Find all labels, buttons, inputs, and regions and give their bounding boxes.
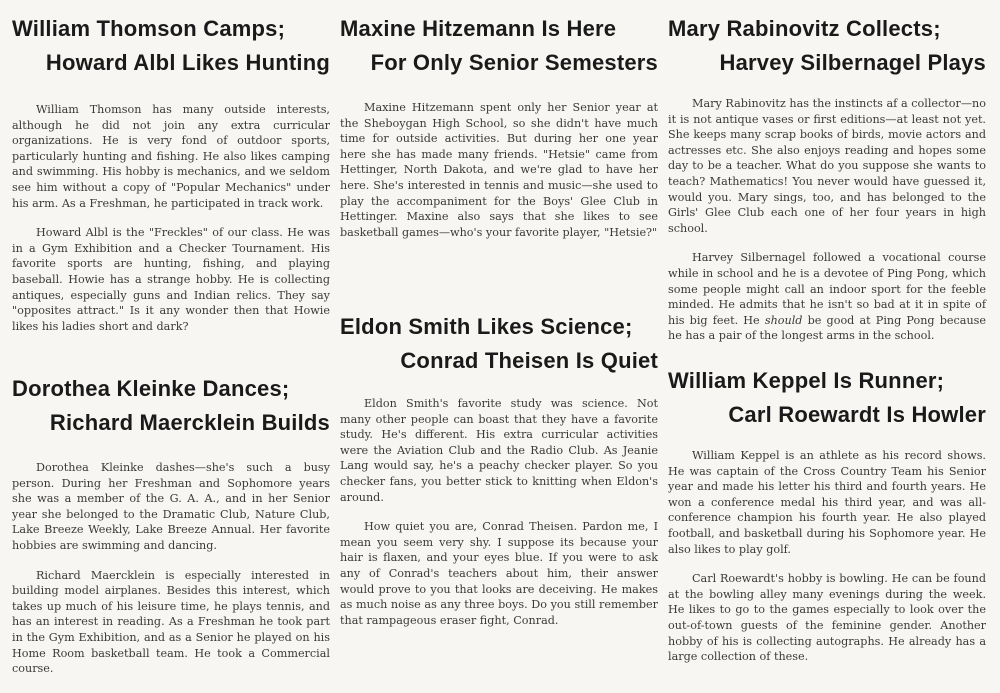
article-body (668, 96, 986, 344)
paragraph-roewardt: Carl Roewardt's hobby is bowling. He can be found at the bowling alley many evenings during the week. He likes to go to the games especially to look over the out-of-town guests of the feminine gender. Another hobby of his is collecting autographs. He already has a large collection of these. (668, 572, 986, 664)
paragraph-silbernagel: Harvey Silbernagel followed a vocational course while in school and he is a devotee of Ping Pong, which some people might call an indoor sport for the feeble minded. He admits that he isn't so bad at it in spite of his big feet. He should be good at Ping Pong because he has a pair of the longest arms in the school. (668, 251, 987, 343)
article-body (12, 102, 330, 334)
paragraph-theisen: How quiet you are, Conrad Theisen. Pardon me, I mean you seem very shy. I suppose its because your hair is flaxen, and your eyes blue. If you were to ask any of Conrad's teachers about him, their answer would prove to you that looks are deceiving. He makes as much noise as any three boys. Do you still remember that rampageous eraser fight, Conrad. (340, 520, 658, 627)
article-headline: Dorothea Kleinke Dances; Richard Maercklein Builds (12, 376, 330, 435)
article-thomson-albl (12, 14, 330, 348)
paragraph-keppel: William Keppel is an athlete as his record shows. He was captain of the Cross Country Team his Senior year and made his letter his third and fourth years. He won a conference medal his third year, and was all-conference champion his fourth year. He also played football, and basketball during his Sophomore year. He also likes to play golf. (668, 449, 986, 556)
article-headline: Maxine Hitzemann Is Here For Only Senior Semesters (340, 16, 658, 75)
article-rabinovitz-silbernagel (668, 14, 986, 358)
paragraph-albl: Howard Albl is the "Freckles" of our class. He was in a Gym Exhibition and a Checker Tournament. His favorite sports are hunting, fishing, and playing baseball. Howie has a strange hobby. He is collecting antiques, especially guns and Indian relics. They say "opposites attract." Is it any wonder then that Howie likes his ladies short and dark? (12, 226, 330, 333)
article-body (340, 100, 658, 240)
article-kleinke-maercklein (12, 374, 330, 691)
article-headline: Eldon Smith Likes Science; Conrad Theisen Is Quiet (340, 314, 658, 373)
paragraph-hitzemann: Maxine Hitzemann spent only her Senior year at the Sheboygan High School, so she didn't have much time for outside activities. But during her one year here she has made many friends. "Hetsie" came from Hettinger, North Dakota, and we're glad to have her here. She's interested in tennis and music—she used to play the accompaniment for the Boys' Glee Club in Hettinger. Maxine also says that she likes to see basketball games—who's your favorite player, "Hetsie?" (340, 101, 658, 239)
paragraph-kleinke: Dorothea Kleinke dashes—she's such a busy person. During her Freshman and Sophomore years she was a member of the G. A. A., and in her Senior year she belonged to the Dramatic Club, Nature Club, Lake Breeze Weekly, Lake Breeze Annual. Her favorite hobbies are swimming and dancing. (12, 461, 330, 552)
article-headline: William Thomson Camps; Howard Albl Likes Hunting (12, 16, 330, 75)
paragraph-smith: Eldon Smith's favorite study was science. Not many other people can boast that they have a favorite study. He's different. His extra curricular activities were the Aviation Club and the Radio Club. As Jeanie Lang would say, he's a peachy checker player. So you checker fans, you better stick to knitting when Eldon's around. (340, 397, 658, 504)
paragraph-maercklein: Richard Maercklein is especially interested in building model airplanes. Besides this interest, which takes up much of his leisure time, he plays tennis, and has an interest in reading. As a Freshman he took part in the Gym Exhibition, and as a Senior he played on his Home Room basketball team. He took a Commercial course. (12, 568, 330, 676)
article-body (668, 448, 986, 665)
article-body (12, 460, 330, 677)
article-smith-theisen (340, 312, 658, 642)
article-hitzemann (340, 14, 658, 254)
article-headline: William Keppel Is Runner; Carl Roewardt Is Howler (668, 368, 986, 427)
paragraph-rabinovitz: Mary Rabinovitz has the instincts af a collector—no it is not antique vases or first editions—at least not yet. She keeps many scrap books of birds, movie actors and actresses etc. She also enjoys reading and hopes some day to be a teacher. What do you suppose she wants to teach? Mathematics! You never would have guessed it, would you. Mary sings, too, and has belonged to the Girls' Glee Club each one of her four years in high school. (668, 97, 986, 235)
article-keppel-roewardt (668, 366, 986, 679)
article-body (340, 396, 658, 628)
paragraph-thomson: William Thomson has many outside interests, although he did not join any extra curricular organizations. He is very fond of outdoor sports, particularly hunting and fishing. He also likes camping and swimming. His hobby is mechanics, and we seldom see him without a copy of "Popular Mechanics" under his arm. As a Freshman, he participated in track work. (12, 103, 330, 210)
article-headline: Mary Rabinovitz Collects; Harvey Silbernagel Plays (668, 16, 986, 75)
